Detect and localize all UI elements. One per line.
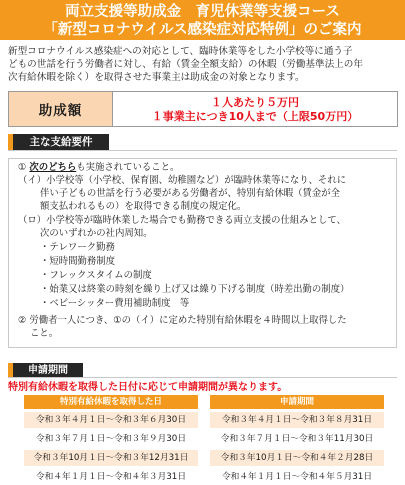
intro-line-1: 新型コロナウイルス感染症への対応として、臨時休業等をした小学校等に通う子 bbox=[8, 46, 353, 57]
title-line-2: 「新型コロナウイルス感染症対応特例」のご案内 bbox=[43, 22, 362, 38]
table-cell-apply: 令和３年７月１日～令和３年11月30日 bbox=[210, 431, 384, 447]
option-bullet: ・ベビーシッター費用補助制度 等 bbox=[40, 298, 190, 309]
application-period-divider bbox=[8, 377, 397, 378]
requirement-a-line-3: 額支払われるもの）を取得できる制度の規定化。 bbox=[40, 201, 247, 212]
application-period-header: 申請期間 bbox=[8, 363, 83, 378]
requirement-b-line-1: （ロ）小学校等が臨時休業した場合でも勤務できる両立支援の仕組みとして、 bbox=[18, 215, 346, 226]
table-cell-taken: 令和４年１月１日～令和４年３月31日 bbox=[24, 469, 198, 485]
option-bullet: ・短時間勤務制度 bbox=[40, 256, 116, 267]
requirement-item-2-line-1: ② 労働者一人につき、①の（イ）に定めた特別有給休暇を４時間以上取得した bbox=[18, 315, 347, 326]
subsidy-amount-box bbox=[8, 91, 398, 127]
requirement-item-2-line-2: こと。 bbox=[30, 328, 59, 339]
table-cell-apply: 令和４年１月１日～令和４年５月31日 bbox=[210, 469, 384, 485]
table-cell-apply: 令和３年４月１日～令和３年８月31日 bbox=[210, 412, 384, 428]
subsidy-amount-label: 助成額 bbox=[9, 92, 113, 126]
requirement-item-1-text: も実施されていること。 bbox=[76, 162, 180, 173]
application-period-note: 特別有給休暇を取得した日付に応じて申請期間が異なります。 bbox=[8, 382, 288, 393]
amount-per-employer: １事業主につき10人まで（上限50万円） bbox=[151, 110, 359, 123]
requirement-item-1-prefix: ① bbox=[18, 162, 30, 173]
table-header-apply: 申請期間 bbox=[210, 395, 384, 409]
amount-per-person: １人あたり５万円 bbox=[211, 96, 299, 109]
table-cell-taken: 令和３年10月１日～令和３年12月31日 bbox=[24, 450, 198, 466]
title-line-1: 両立支援等助成金 育児休業等支援コース bbox=[65, 4, 340, 20]
table-cell-taken: 令和３年４月１日～令和３年６月30日 bbox=[24, 412, 198, 428]
requirement-item-1 bbox=[18, 162, 179, 175]
page-title bbox=[0, 0, 405, 40]
table-cell-taken: 令和３年７月１日～令和３年９月30日 bbox=[24, 431, 198, 447]
subsidy-amount-value bbox=[113, 92, 397, 126]
intro-line-3: 次有給休暇を除く）を取得させた事業主は助成金の対象となります。 bbox=[8, 72, 305, 83]
requirement-b-line-2: 次のいずれかの社内周知。 bbox=[40, 228, 153, 239]
requirements-divider bbox=[8, 150, 397, 151]
option-bullet: ・テレワーク勤務 bbox=[40, 242, 115, 253]
intro-paragraph bbox=[8, 45, 400, 84]
requirement-item-1-emphasis: 次のどちら bbox=[29, 162, 77, 173]
intro-line-2: どもの世話を行う労働者に対し、有給（賃金全額支給）の休暇（労働基準法上の年 bbox=[8, 59, 363, 70]
table-cell-apply: 令和３年10月１日～令和４年２月28日 bbox=[210, 450, 384, 466]
requirements-header: 主な支給要件 bbox=[8, 134, 109, 151]
option-bullet: ・始業又は終業の時刻を繰り上げ又は繰り下げる制度（時差出勤の制度） bbox=[40, 284, 350, 295]
requirement-a-line-2: 伴い子どもの世話を行う必要がある労働者が、特別有給休暇（賃金が全 bbox=[40, 188, 341, 199]
option-bullet: ・フレックスタイムの制度 bbox=[40, 270, 152, 281]
table-header-taken: 特別有給休暇を取得した日 bbox=[24, 395, 198, 409]
requirement-a-line-1: （イ）小学校等（小学校、保育園、幼稚園など）が臨時休業等になり、それに bbox=[18, 175, 347, 186]
